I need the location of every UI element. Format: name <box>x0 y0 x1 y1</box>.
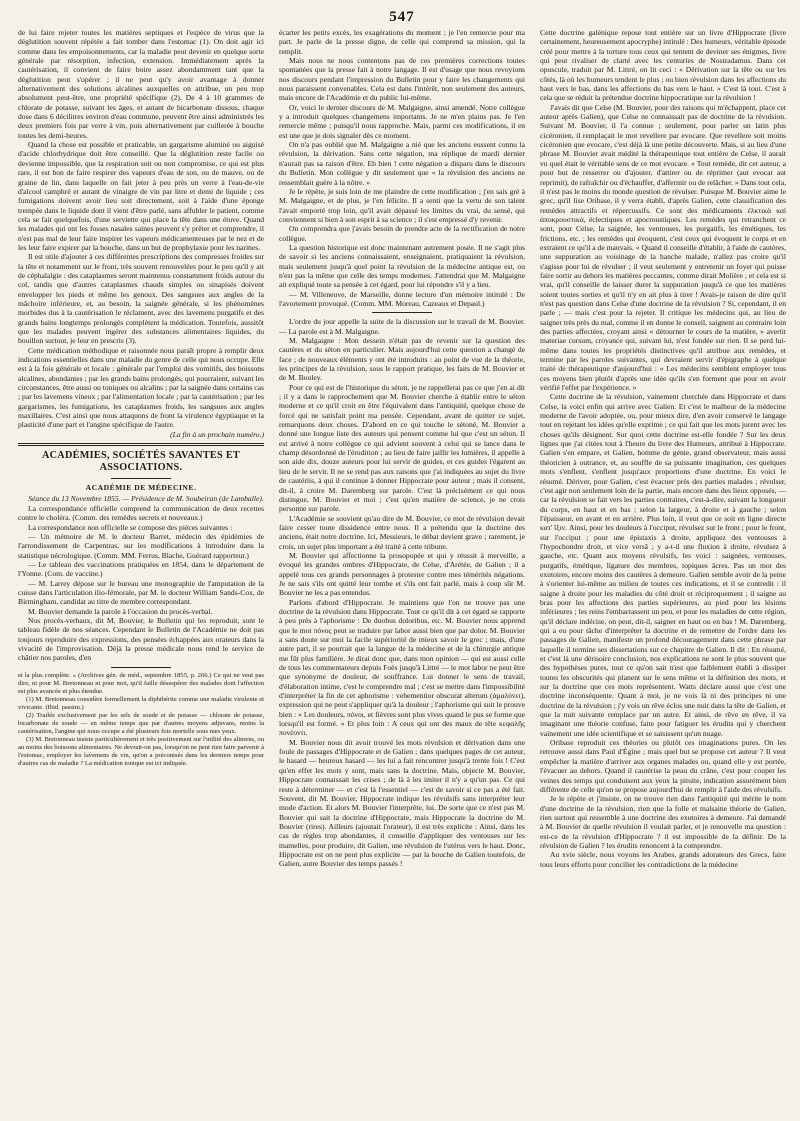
col3-paragraph: Oribase reproduit ces théories ou plutôt ces imaginations pures. On les retrouve aussi dans Paul d'Égine ; mais quel but se propose cet auteur ? Il veut empêcher la matière d'arriver aux organes malades ou, quand elle y est portée, l'évacuer au dehors. Quand il cautérise la peau du crâne, c'est pour couper les veines des temps qui conduisent aux yeux la pituite, indication assurément bien différente de celle qu'on se propose aujourd'hui de remplir à l'aide des révulsifs. <box>540 738 786 794</box>
col1-session-paragraph: — Le tableau des vaccinations pratiquées en 1854, dans le département de l'Yonne. (Com. de vaccine.) <box>18 559 264 579</box>
col2-paragraph: La question historique est donc maintenant autrement posée. Il ne s'agit plus de savoir si les anciens connaissaient, enseignaient, pratiquaient la révulsion, mais seulement jusqu'à quel point la révulsion de la médecine antique est, ou n'est pas la même que celle des temps modernes. J'attendrai que M. Malgaigne ait expliqué toute sa pensée à cet égard, pour lui répondre s'il y a lieu. <box>279 242 525 290</box>
col2-paragraph: Pour ce qui est de l'historique du séton, je ne rappellerai pas ce que j'en ai dit ; il y a dans le rapprochement que M. Bouvier cherche à établir entre le séton moderne et ce qu'il croit en être l'équivalent dans l'antiquité, quelque chose de forcé qui ne satisfait point ma pensée. Cependant, avant de quitter ce sujet, remarquons deux choses. D'abord en ce qui touche le sétoné, M. Bouvier a donné une longue liste des auteurs qui pensent comme lui que c'est un séton. Il est arrivé à notre collègue ce qui advient souvent à celui qui se lance dans le champ désordonné de l'érudition ; au lieu de faire jaillir les lumières, il appelle à son aide dix, douze auteurs pour lui servir de guides, et ces guides l'égarent au lieu de le servir. Il ne se rend pas aux raisons que j'ai indiquées au sujet du livre de cautériis, à qui il continue à donner Hippocrate pour auteur ; mais il consent, dit-il, à croire M. Daremberg sur parole. C'est là précisément ce qui nous distingue, M. Bouvier et moi ; c'est qu'en matière de science, je ne crois personne sur parole. <box>279 382 525 514</box>
academy-title: ACADÉMIE DE MÉDECINE. <box>85 483 197 493</box>
col2-paragraph: — M. Villeneuve, de Marseille, donne lecture d'un mémoire intitulé : De l'avortement provoqué. (Comm. MM. Moreau, Cazeaux et Depaul.) <box>279 289 525 308</box>
short-divider <box>111 478 171 479</box>
col3-paragraph: Cette doctrine galénique repose tout entière sur un livre d'Hippocrate (livre certainement, heureusement apocryphe) intitulé : Des humeurs, véritable épisode créé pour mettre à la torture tous ceux qui tentent de deviner ses énigmes, livre qui peut rivaliser de clarté avec les centuries de Nostradamus. Dans cet opuscule, traduit par M. Littré, on lit ceci : « Dérivation sur la tête ou sur les côtés, là où les humeurs tendent le plus ; ou bien révulsion dans les affections du haut vers le bas, dans les affections du bas vers le haut. » C'est là tout. C'est à cela que se réduit la prétendue doctrine hippocratique sur la révulsion ! <box>540 28 786 103</box>
col1-paragraph: Cette médication méthodique et raisonnée nous paraît propre à remplir deux indications essentielles dans une maladie du genre de celle qui nous occupe. Elle est à la fois générale et locale : générale par l'emploi des vomitifs, des boissons alcalines, abondantes ; par les grands bains prolongés, qui pourraient, suivant les circonstances, être aussi ou toniques ou alcalins ; par la saignée dans certains cas ; par les lavemens vineux ; par l'alimentation locale ; par la cautérisation ; par les gargarismes, les fumigations, les cataplasmes froids, les sangsues aux angles maxillaires. C'est ainsi que nous attaquons de front la virulence égyptiaque et la plasticité d'une part et l'angine spécifique de l'autre. <box>18 345 264 430</box>
column-3 <box>540 28 786 1110</box>
col2-paragraph: M. Bouvier nous dit avoir trouvé les mots révulsion et dérivation dans une foule de passages d'Hippocrate et de Galien ; dans quelques pages de cet auteur, le hasard — heureux hasard — les lui a fait rencontrer jusqu'à trente fois ! C'est qu'en effet les mots y sont, mais sans la doctrine. Mais, objecte M. Bouvier, Hippocrate connaissait les crises ; de là à les imiter il n'y a qu'un pas. Ce qui reste à déterminer — et c'est là l'essentiel — c'est de savoir si ce pas a été fait. Souvent, dit M. Bouvier, Hippocrate indique les révulsifs sans interpréter leur mode d'action. Et alors M. Bouvier l'interprète, lui. De sorte que ce n'est pas M. Bouvier qui sait la doctrine d'Hippocrate, mais Hippocrate la doctrine de M. Bouvier (rires). Ailleurs (ajoutait l'orateur), il est très explicite : Ainsi, dans les cas de règles trop abondantes, il conseille d'appliquer des ventouses sur les mamelles, pour produire, dit Galien, une révulsion de l'utérus vers le haut. Donc, Hippocrate est on ne peut plus explicite — par la bouche de Galien toutefois, de Galien, autre Bouvier des temps passés ! <box>279 737 525 869</box>
page-number: 547 <box>389 9 415 25</box>
section-divider <box>18 443 264 446</box>
col1-session-paragraph: La correspondance officielle comprend la communication de deux recettes contre le choléra. (Comm. des remèdes secrets et nouveaux.) <box>18 503 264 523</box>
col1-session-paragraph: Nos procès-verbaux, dit M. Bouvier, le Bulletin qui les reproduit, sont le tableau fidèle de nos séances. Cependant le Bulletin de l'Académie ne doit pas toujours reproduire des expressions, des pensées échappées aux orateurs dans la vivacité de l'improvisation. Déjà la presse médicale nous rend le service de châtier nos paroles, d'en <box>18 615 264 663</box>
col3-paragraph: Je le répète et j'insiste, on ne trouve rien dans l'antiquité qui mérite le nom d'une doctrine de la révulsion, rien que la folle et malsaine théorie de Galien, rien surtout qui ressemble à une doctrine des exutoires à demeure. J'ai demandé à M. Bouvier de quelle révulsion il voulait parler, et je renouvelle ma question : est-ce de la révulsion d'Hippocrate ? il est impossible de la définir. De la révulsion de Galien ? les érudits renoncent à la comprendre. <box>540 794 786 850</box>
col1-session-paragraph: — Un mémoire de M. le docteur Barret, médecin des épidémies de l'arrondissement de Carpentras, sur les modifications à introduire dans la statistique nécrologique. (Comm. MM. Ferrus, Blache, Guérard rapporteur.) <box>18 531 264 560</box>
col2-paragraph: Parlons d'abord d'Hippocrate. Je maintiens que l'on ne trouve pas une doctrine de la révulsion dans Hippocrate. Tout ce qu'il dit à cet égard se rapporte à peu près à l'aphorisme : De duobus doloribus, etc. M. Bouvier nous apprend que le mot πόνος peut se traduire par labor aussi bien que par dolor. M. Bouvier a sans doute sur moi la facile supériorité de mieux savoir le grec ; mais, d'une autre part, il se pourrait que la langue de la médecine et de la chirurgie antique me fût plus familière. Je dirai donc que, dans mon opinion — qui est aussi celle de tous les commentateurs depuis Foës jusqu'à Littré — le mot labor ne peut être que synonyme de douleur, de souffrance. Lui donner le sens de travail, d'élaboration intime, c'est le comprendre mal ; c'est se mettre dans l'impossibilité d'interpréter la fin de cet aphorisme : vehementior obscurat alterum (ἀμαλύνει), expression qui ne peut s'appliquer qu'à la douleur ; l'aphorisme qui suit le prouve bien : « Les douleurs, πόνοι, et fièvres sont plus vives quand le pus se forme que lorsqu'il est formé. » Et plus loin : A ceux qui ont des maux de tête κεφαλῆς πονέοντι. <box>279 597 525 738</box>
footnote: (2) Trailée exclusivement par les sels de soude et de potasse — chlorate de potasse, bicarbonate de soude — en même temps que par d'autres moyens adjuvans, moins la cautérisation, l'angine qui nous occupe a été plusieurs fois mortelle sous mes yeux. <box>18 711 264 735</box>
col2-paragraph: L'ordre du jour appelle la suite de la discussion sur le travail de M. Bouvier. — La parole est à M. Malgaigne. <box>279 317 525 336</box>
col1-session-paragraph: M. Bouvier demande la parole à l'occasion du procès-verbal. <box>28 606 213 616</box>
footnote: (1) M. Bretonneau considère formellement la diphthérite comme une maladie virulente et vivicante. (Ibid. passim.) <box>18 695 264 711</box>
col1-session-paragraph: — M. Larrey dépose sur le bureau une monographie de l'amputation de la cuisse dans l'articulation ilio-fémorale, par M. le docteur William Sands-Cox, de Birmingham, candidat au titre de membre correspondant. <box>18 578 264 607</box>
col1-paragraph: de lui faire rejeter toutes les matières septiques et l'espèce de virus que la déglutition souvent répétée a fait tomber dans l'estomac (1). On doit agir ici comme dans les empoisonnements, car la maladie peut devenir en quelque sorte générale par résorption, infection, extension. Immédiatement après la cautérisation, il convient de faire boire assez abondamment tant que la déglutition peut s'opérer ; il ne peut qu'y avoir avantage à donner alternativement des solutions alcalines auxquelles on attribue, un peu trop absolument peut-être, une propriété spécifique (2). De 4 à 10 grammes de chlorate de potasse, suivant les âges, et autant de bicarbonate dissous, chaque dose dans 6 décilitres environ d'eau commune, peuvent être ainsi administrés les deux premiers fois par verre à vin, puis alternativement par cuillerée à bouche toutes les demi-heures. <box>18 28 264 140</box>
short-divider <box>372 312 432 313</box>
col2-paragraph: Mais nous ne nous contentons pas de ces premières corrections toutes spontanées que la presse fait à notre langage. Il est d'usage que nous revoyions nos discours pendant l'impression du Bulletin pour y faire les changements qui nous paraissent convenables. Cela est dans l'intérêt, non seulement des auteurs, mais encore de l'Académie et du public lui-même. <box>279 56 525 103</box>
footnote: et la plus complète. » (Archives gén. de méd., septembre 1855, p. 266.) Ce qui ne veut pas dire, ni pour M. Bretonneau ni pour moi, qu'il faille désespérer des malades dont l'affection est plus avancée et plus étendue. <box>18 671 264 695</box>
col3-paragraph: Au xvie siècle, nous voyons les Arabes, grands adorateurs des Grecs, faire tous leurs efforts pour concilier les contradictions de la médecine <box>540 850 786 869</box>
col1-paragraph: Quand la chose est possible et praticable, un gargarisme aluminé ou aiguisé d'acide chlorhydrique doit être conseillé. Que la déglutition reste facile ou devienne impossible, que la respiration soit ou non compromise, ce qui est plus rare, il est bon de faire respirer des vapeurs d'eau de son, ou de mauve, ou de graine de lin, dans laquelle on fait jeter à peu près un verre à l'eau-de-vie d'alcool camphré et autant de vinaigre de vin par litre et demi de liquide ; ces fumigations doivent avoir lieu soit directement, soit à l'aide d'une éponge trempée dans le liquide dont il vient d'être parlé, sans affubler le patient, comme cela se fait quelquefois, d'une serviette qui place la tête dans une étuve. Quand les malades qui ont les fosses nasales saines peuvent s'y prêter et comprendre, il n'est pas mal de leur faire inspirer les vapeurs médicamenteuses par le nez et de les leur faire expirer par la bouche, dans un but de prophylaxie pour les narines. <box>18 140 264 252</box>
col2-paragraph: Je le répète, je suis loin de me plaindre de cette modification ; j'en sais gré à M. Malgaigne, et de plus, je l'en félicite. Il a senti que la vertu de son talent l'avait emporté trop loin, qu'il avait dépassé les limites du vrai, du sensé, qui conviennent si bien à son esprit à sa science ; il s'est empressé d'y revenir. <box>279 186 525 224</box>
col3-paragraph: Cette doctrine de la révulsion, vainement cherchée dans Hippocrate et dans Celse, la voici enfin qui arrive avec Galien. Et c'est le malheur de la médecine moderne de l'avoir adoptée, ou, pour mieux dire, d'en avoir conservé le langage tout en rejetant les idées qu'elle exprime ; ce qui fait que les mots jurent avec les choses qu'ils désignent. Sur quoi cette doctrine est-elle fondée ? Sur les deux lignes que j'ai citées tout à l'heure du livre des Humeurs, attribué à Hippocrate. Galien s'en empare, et Galien, homme de génie, grand observateur, mais aussi théoricien à outrance, et, au souffle de sa puissante imagination, ces quelques mots s'enflent, s'enflent jusqu'aux proportions d'une doctrine. En voici le résumé. Dériver, pour Galien, c'est évacuer près des parties malades ; révulser, c'est agir non seulement loin de la partie, mais encore dans des lieux opposés, — car la révulsion se fait vers les parties contraires, c'est-à-dire, suivant la longueur du corps, en haut et en bas ; selon la largeur, à droite et à gauche ; selon l'épaisseur, en avant et en arrière. Plus loin, il veut que ce soit en ligne directe κατ' ἴξιν. Ainsi, pour les douleurs à l'occiput, révulsez sur le front ; pour le front, sur l'occiput ; pour une épistaxis à droite, appliquez des ventouses à l'hypochondre droit, et vice versâ ; y a-t-il une fluxion à droite, révulsez à gauche, etc. Quant aux moyens révulsifs, les voici : saignées, ventouses, purgatifs, émétique, ligature des membres, topiques âcres. Pas un mot des exutoires, encore moins des cautères à demeure. Galien semble avoir de la peine à s'orienter lui-même au milieu de toutes ces indications, et il se contredit : il saigne à droite pour les maladies du côté droit et réciproquement ; il saigne au bras pour les affections des parties supérieures, au pied pour les lésions inférieures ; les reins l'embarrassent un peu, et pour les maladies de cette région, qu'il déclare indécise, on peut, dit-il, saigner en haut ou en bas ! M. Daremberg, qui a eu pour tâche d'interpréter la doctrine et de remettre de l'ordre dans les passages de Galien, manifeste un profond découragement dans cette phrase par laquelle il termine ses dissertations sur ce chapitre de Galien. Il dit : En résumé, et c'est là une dérisoire conclusion, nos explications ne sont le plus souvent que des hypothèses pures, tout ce qu'on sait n'est que faiblement établi à dissiper toutes les obscurités qui planent sur le sens même et la définition des mots, et sur la doctrine que ces mots représentent. Watts déclare aussi que c'est une doctrine inconséquente. Quant à moi, je ne vois là ni des principes ni une doctrine de la révulsion ; j'y vois un rêve éclos une nuit dans la tête de Galien, et que la nuit suivante remplace par un autre. Et ainsi, de rêve en rêve, il va imaginant une théorie confuse, faite pour fatiguer les érudits qui y cherchent vainement une idée scientifique et se saisissent qu'un nuage. <box>540 392 786 738</box>
col2-paragraph: écarter les petits excès, les exagérations du moment ; je l'en remercie pour ma part. Je parle de la presse digne, de celle qui comprend sa mission, qui la remplit. <box>279 28 525 56</box>
col2-paragraph: M. Bouvier qui affectionne la prosopopée et qui y réussit à merveille, a évoqué les grandes ombres d'Hippocrate, de Celse, d'Arétée, de Galien ; il a appelé tous ces grands personnages à protester contre mes témérités négations. Je ne sais s'ils ont quitté leur tombe et s'ils ont fait parlé, mais à coup sûr M. Bouvier ne les a pas entendus. <box>279 550 525 598</box>
col2-paragraph: Or, voici le dernier discours de M. Malgaigne, ainsi amendé. Notre collègue y a introduit quelques changemens importants. Je ne m'en plains pas. Je l'en remercie même ; puisqu'il nous rapproche. Mais, parmi ces modifications, il en est une que je dois signaler dès ce moment. <box>279 102 525 140</box>
col2-paragraph: On comprendra que j'avais besoin de prendre acte de la rectification de notre collègue. <box>279 224 525 243</box>
col2-paragraph: M. Malgaigne : Mon dessein n'était pas de revenir sur la question des cautères et du séton en particulier. Mais aujourd'hui cette question a changé de face ; de nouveaux éléments y ont été introduits : au point de vue de la théorie, les principes de la révulsion, sous le rapport pratique, les faits de M. Bouvier et de M. Bouley. <box>279 336 525 383</box>
col3-paragraph: J'avais dit que Celse (M. Bouvier, pour des raisons qui m'échappent, place cet auteur après Galien), que Celse ne connaissait pas de doctrine de la révulsion. Suivant M. Bouvier, il l'a connue ; seulement, pour parler un latin plus cicéronien, il remplaçait le mot revellere par evocare. Que revellere soit moins cicéronien que evocare, c'est déjà là une petite découverte. Mais, si au lieu d'une phrase M. Bouvier avait médité la thérapeutique tout entière de Celse, il aurait vu quel était le véritable sens de ce mot evocare. « Tout remède, dit cet auteur, a pour but de resserrer ou d'ajouter, d'attirer ou de réprimer (aut evocat aut reprimit), de rafraîchir ou d'échauffer, d'affermir ou de relâcher. » Dans tout cela, il n'est pas le moins du monde question de révulser. Puisque M. Bouvier aime le grec, qu'il lise Oribase, il y verra établi, d'après Galien, cette classification des remèdes attractifs et répercussifs. Ce sont des médicaments ἑλκτικὰ καὶ ἀποκρουστικά, éclectiques et apocroustiques. Les remèdes qui retranchent ce sont, pour Celse, la saignée, les ventouses, les purgatifs, les émétiques, les frictions, etc. ; les remèdes qui évoquent, c'est ceux qui évoquent le corps et en extraient ce qu'il a de mauvais. « Quand il conseille d'établir, à l'aide de cautères, une suppuration au voisinage de la hanche malade, n'allez pas croire qu'il s'agisse pour lui de révulser ; il veut seulement y entretenir un foyer qui puisse faire sortir au dehors les matières peccantes, comme dirait Molière ; et cela est si vrai, qu'il conseille de laisser durer la suppuration jusqu'à ce que les matières soient toutes sorties et qu'il n'y en ait plus à tirer ! Avais-je raison de dire qu'il n'est pas question dans Celse d'une doctrine de la révulsion ? Si, cependant, il en parle ; — mais c'est pour la rejeter. Il critique les médecins qui, au lieu de saigner très près du mal, comme il en donne le conseil, saignent au contraire loin des parties affectées, croyant ainsi « détourner le cours de la matière, » avertit materiae cursum, croyance qui, suivant lui, n'est fondée sur rien. Il se perd lui-même dans toutes les propriétés distinctives qu'il attribue aux remèdes, et termine par les paroles suivantes, qui devraient servir d'épigraphe à quelque traité de thérapeutique d'aujourd'hui : « Les médecins semblent employer tous ces moyens bien plutôt d'après une idée qu'ils s'en forment que pour en avoir vérifié l'effet par l'expérience. » <box>540 102 786 393</box>
footnote-divider <box>111 667 171 668</box>
column-1 <box>18 28 264 1110</box>
footnote: (3) M. Bretonneau insiste particulièrement et très positivement sur l'utilité des alimens, ou au moins des boissons alimentaires. Ne devrait-on pas, lorsqu'on ne peut rien faire parvenir à l'estomac, employer les lavemens de vin, qu'on a préconisés dans les derniers temps pour d'autres cas de maladie ? La médication tonique est ici indiquée. <box>18 735 264 767</box>
column-2 <box>279 28 525 1110</box>
session-info: Séance du 13 Novembre 1855. — Présidence de M. Soubeiran (de Lamballe). <box>28 494 264 504</box>
col1-session-paragraph: La correspondance non officielle se compose des pièces suivantes : <box>28 522 233 532</box>
text-columns <box>18 28 786 1110</box>
to-be-continued-note: (La fin à un prochain numéro.) <box>170 429 264 439</box>
col2-paragraph: On n'a pas oublié que M. Malgaigne a nié que les anciens eussent connu la révulsion, la dérivation. Sans cette négation, ma réplique de mardi dernier n'aurait pas sa raison d'être. Eh bien ! cette négation a disparu dans le discours du Bulletin. Mon collègue y dit seulement que « la révulsion des anciens ne ressemblait guère à la nôtre. » <box>279 140 525 187</box>
col2-paragraph: L'Académie se souvient qu'au dire de M. Bouvier, ce mot de révulsion devait faire cesser toute dissidence entre nous. Il a prétendu que la doctrine des anciens, était notre doctrine. Ici, Messieurs, le débat devient grave ; rarement, je crois, un sujet plus important a été traité à cette tribune. <box>279 513 525 551</box>
section-title: ACADÉMIES, SOCIÉTÉS SAVANTES ET ASSOCIATIONS. <box>41 450 241 474</box>
footnotes <box>18 672 264 768</box>
col1-paragraph: Il est utile d'ajouter à ces différentes prescriptions des compresses froides sur la tête et notamment sur le front, très souvent renouvelées pour le peu qu'il y ait de céphalalgie : des cataplasmes seront maintenus constamment froids autour du col, tandis que d'autres cataplasmes chauds simples ou sinapisés doivent envelopper les pieds et même les genoux. Des sangsues aux angles de la mâchoire inférieure, et, au besoin, la saignée générale, si les phénomènes morbides dus à la cautérisation le réclament, avec des lavemens purgatifs et des grands bains longtemps prolongés complètent la médication. Toutefois, aussitôt que les malades peuvent ingérer des substances alimentaires liquides, du bouillon surtout, je leur en prescris (3). <box>18 252 264 346</box>
